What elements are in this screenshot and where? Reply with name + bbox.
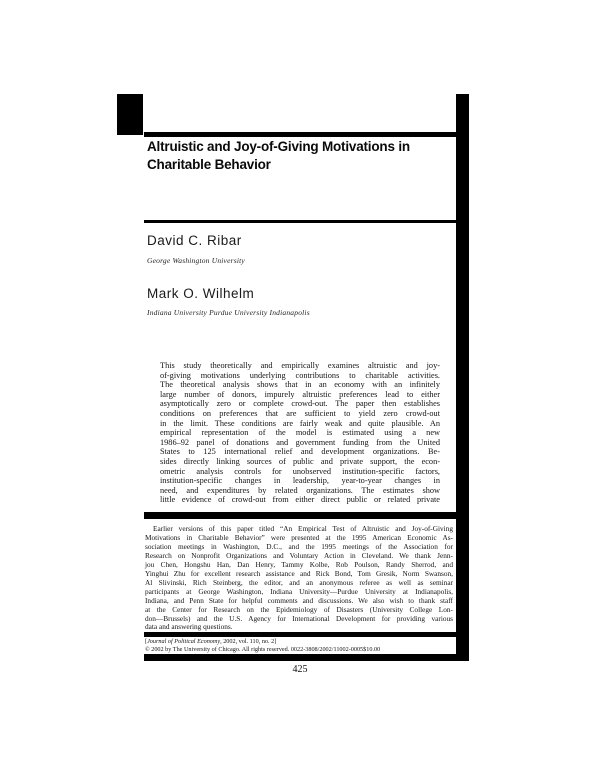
- text-line: The theoretical analysis shows that in an economy with an infinitely: [160, 380, 440, 390]
- text-line: 1986–92 panel of donations and government funding from the United: [160, 437, 440, 447]
- text-line: need, and expenditures by related organizations. The estimates show: [160, 485, 440, 495]
- text-line: participants at George Washington, Indiana University—Purdue University at Indianapolis,: [145, 586, 453, 596]
- page-number-separator-rule: [144, 654, 456, 661]
- author-affiliation-wilhelm: Indiana University Purdue University Indianapolis: [147, 308, 310, 317]
- text-line: Altruistic and Joy-of-Giving Motivations in: [147, 139, 410, 154]
- citation-issue-info: , 2002, vol. 110, no. 2]: [220, 638, 277, 645]
- page-number: 425: [292, 664, 308, 675]
- text-line: States to 125 international relief and development organizations. Be-: [160, 447, 440, 457]
- journal-citation: [145, 638, 451, 653]
- text-line: Motivations in Charitable Behavior” were presented at the 1995 American Economic As-: [145, 532, 453, 542]
- citation-separator-rule: [144, 632, 456, 637]
- text-line: of-giving motivations underlying contributions to charitable activities.: [160, 370, 440, 380]
- text-line: Al Slivinski, Rich Steinberg, the editor, and an anonymous referee as well as seminar: [145, 577, 453, 587]
- text-line: Yinghui Zhu for excellent research assistance and Rick Bond, Tom Gresik, Norm Swanson,: [145, 568, 453, 578]
- author-name-ribar: David C. Ribar: [147, 233, 242, 248]
- abstract-text: [160, 361, 440, 505]
- text-line: ometric analysis controls for unobserved institution-specific factors,: [160, 466, 440, 476]
- footnote-separator-rule: [144, 512, 456, 519]
- scan-artifact-right-bar: [456, 94, 469, 661]
- text-line: Research on Nonprofit Organizations and Voluntary Action in Cleveland. We thank Jenn-: [145, 550, 453, 560]
- text-line: in the limit. These conditions are fairly weak and quite plausible. An: [160, 418, 440, 428]
- title-top-rule: [144, 132, 456, 137]
- journal-citation-line: [145, 638, 451, 646]
- text-line: This study theoretically and empirically examines altruistic and joy-: [160, 361, 440, 370]
- citation-bracket-open: [: [145, 638, 148, 645]
- text-line: large number of donors, impurely altruistic preferences lead to either: [160, 389, 440, 399]
- text-line: institution-specific changes in leadership, year-to-year changes in: [160, 476, 440, 486]
- text-line: Charitable Behavior: [147, 157, 271, 172]
- copyright-line: © 2002 by The University of Chicago. All rights reserved. 0022-3808/2002/11002-0005$10.00: [145, 645, 381, 653]
- text-line: jou Chen, Hongshu Han, Dan Henry, Tammy Kolbe, Rob Poulson, Randy Sherrod, and: [145, 559, 453, 569]
- text-line: data and answering questions.: [145, 622, 233, 632]
- article-title: [147, 138, 459, 174]
- author-section-rule: [144, 220, 456, 223]
- journal-name: Journal of Political Economy: [147, 638, 221, 645]
- text-line: little evidence of crowd-out from either direct public or related private: [160, 495, 440, 505]
- author-affiliation-ribar: George Washington University: [147, 256, 245, 265]
- text-line: at the Center for Research on the Epidemiology of Disasters (University College Lon-: [145, 604, 453, 614]
- text-line: sociation meetings in Washington, D.C., and the 1995 meetings of the Association for: [145, 541, 453, 551]
- text-line: don—Brussels) and the U.S. Agency for International Development for providing various: [145, 613, 453, 623]
- text-line: empirical representation of the model is estimated using a new: [160, 428, 440, 438]
- scan-artifact-square: [117, 94, 143, 135]
- author-name-wilhelm: Mark O. Wilhelm: [147, 286, 255, 301]
- text-line: Earlier versions of this paper titled “An Empirical Test of Altruistic and Joy-of-Giving: [153, 524, 453, 533]
- acknowledgments-footnote: [145, 525, 453, 632]
- text-line: conditions on preferences that are sufficient to yield zero crowd-out: [160, 408, 440, 418]
- text-line: sides directly linking sources of public and private support, the econ-: [160, 456, 440, 466]
- text-line: asymptotically zero or complete crowd-out. The paper then establishes: [160, 399, 440, 409]
- text-line: Indiana, and Penn State for helpful comments and discussions. We also wish to thank staff: [145, 595, 453, 605]
